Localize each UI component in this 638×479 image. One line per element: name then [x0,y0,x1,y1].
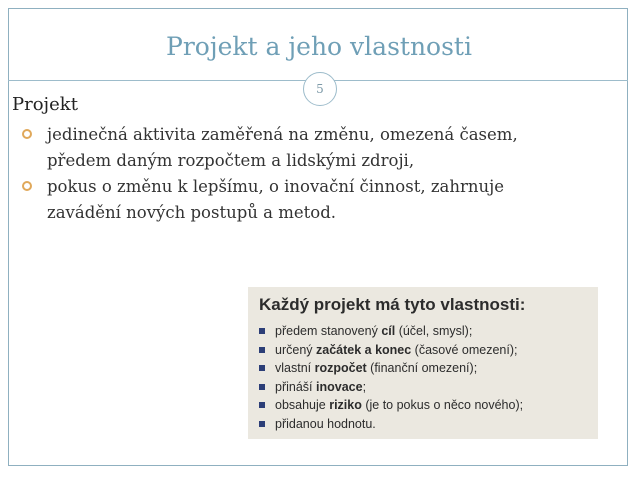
bullet-item [22,174,542,226]
property-item [259,341,523,360]
property-detail: (finanční omezení); [366,361,478,375]
section-heading: Projekt [12,94,78,115]
image-title: Každý projekt má tyto vlastnosti: [259,295,526,314]
slide-title: Projekt a jeho vlastnosti [166,32,472,61]
square-bullet-icon [259,328,265,334]
properties-image [248,287,598,439]
property-text: přináší [275,379,316,394]
property-detail: ; [362,379,367,394]
property-detail: (účel, smysl); [395,324,473,338]
property-item [259,359,523,378]
property-keyword: cíl [381,324,396,338]
property-text: předem stanovený [275,324,382,338]
square-bullet-icon [259,402,265,408]
property-keyword: inovace [316,379,363,394]
property-text: obsahuje [275,398,330,412]
square-bullet-icon [259,365,265,371]
page-number: 5 [316,82,324,96]
property-text: přidanou hodnotu. [275,416,376,431]
circle-bullet-icon [22,181,32,191]
property-keyword: začátek a konec [316,342,412,357]
square-bullet-icon [259,384,265,390]
property-item [259,378,523,397]
bullet-item [22,122,542,174]
properties-list [259,322,523,433]
property-item [259,396,523,415]
property-keyword: riziko [329,398,362,412]
square-bullet-icon [259,347,265,353]
property-text: určený [275,342,316,357]
square-bullet-icon [259,421,265,427]
bullet-text: pokus o změnu k lepšímu, o inovační činnost, zahrnuje zavádění nových postupů a metod. [47,177,505,222]
bullet-list [22,122,542,226]
bullet-text: jedinečná aktivita zaměřená na změnu, omezená časem, předem daným rozpočtem a lidskými zdroji, [47,125,518,170]
property-keyword: rozpočet [314,361,367,375]
property-detail: (časové omezení); [411,342,518,357]
property-detail: (je to pokus o něco nového); [361,398,524,412]
page-number-badge [303,72,337,106]
circle-bullet-icon [22,129,32,139]
property-item [259,322,523,341]
property-text: vlastní [275,361,315,375]
property-item [259,415,523,434]
